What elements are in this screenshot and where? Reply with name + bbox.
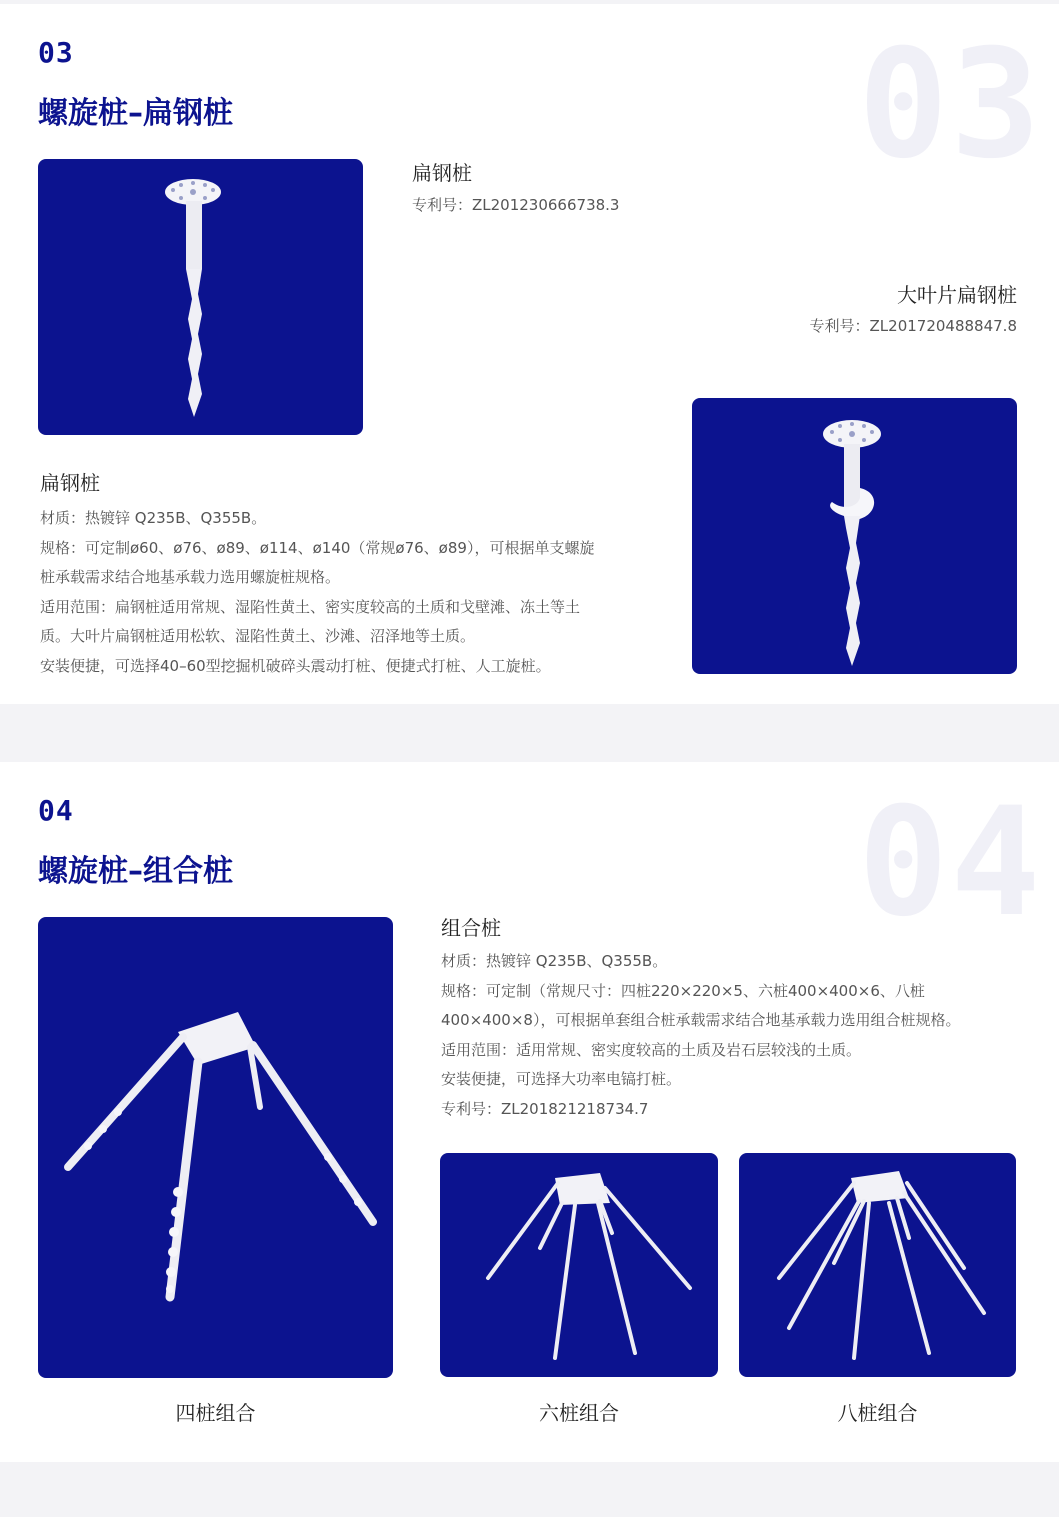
section-flat-steel-pile xyxy=(0,4,1059,704)
desc-line: 质。大叶片扁钢桩适用松软、湿陷性黄土、沙滩、沼泽地等土质。 xyxy=(40,627,476,645)
desc-line: 400×400×8），可根据单套组合桩承载需求结合地基承载力选用组合桩规格。 xyxy=(441,1011,961,1029)
desc-line: 规格：可定制ø60、ø76、ø89、ø114、ø140（常规ø76、ø89），可根据单支螺旋 xyxy=(40,538,595,557)
eight-pile-image xyxy=(739,1153,1016,1377)
desc-line: 材质：热镀锌 Q235B、Q355B。 xyxy=(441,952,668,970)
desc-title: 组合桩 xyxy=(441,916,501,940)
section-combination-pile xyxy=(0,762,1059,1462)
description xyxy=(40,504,660,681)
caption-four-pile: 四桩组合 xyxy=(175,1401,256,1425)
item1-patent: 专利号：ZL201230666738.3 xyxy=(412,196,620,214)
watermark-number: 03 xyxy=(858,18,1043,192)
six-pile-image xyxy=(440,1153,718,1377)
description xyxy=(441,947,1026,1124)
section-title: 螺旋桩–扁钢桩 xyxy=(38,96,233,131)
section-number: 04 xyxy=(38,794,74,827)
item2-patent: 专利号：ZL201720488847.8 xyxy=(809,317,1017,335)
desc-line: 材质：热镀锌 Q235B、Q355B。 xyxy=(40,509,267,527)
desc-line: 适用范围：适用常规、密实度较高的土质及岩石层较浅的土质。 xyxy=(441,1040,862,1059)
desc-line: 安装便捷，可选择大功率电镐打桩。 xyxy=(441,1070,682,1088)
large-blade-pile-image xyxy=(692,398,1017,674)
desc-line: 规格：可定制（常规尺寸：四桩220×220×5、六桩400×400×6、八桩 xyxy=(441,981,925,1000)
section-title: 螺旋桩–组合桩 xyxy=(38,854,233,889)
desc-line: 桩承载需求结合地基承载力选用螺旋桩规格。 xyxy=(40,568,341,586)
desc-line: 适用范围：扁钢桩适用常规、湿陷性黄土、密实度较高的土质和戈壁滩、冻土等土 xyxy=(40,597,581,616)
desc-title: 扁钢桩 xyxy=(40,471,100,495)
caption-eight-pile: 八桩组合 xyxy=(837,1401,918,1425)
four-pile-image xyxy=(38,917,393,1378)
item1-name: 扁钢桩 xyxy=(412,161,472,185)
flat-steel-pile-image xyxy=(38,159,363,435)
caption-six-pile: 六桩组合 xyxy=(539,1401,619,1425)
item2-name: 大叶片扁钢桩 xyxy=(897,283,1017,307)
watermark-number: 04 xyxy=(858,776,1043,950)
desc-line: 专利号：ZL201821218734.7 xyxy=(441,1099,649,1118)
desc-line: 安装便捷，可选择40–60型挖掘机破碎头震动打桩、便捷式打桩、人工旋桩。 xyxy=(40,656,551,675)
section-number: 03 xyxy=(38,36,74,69)
